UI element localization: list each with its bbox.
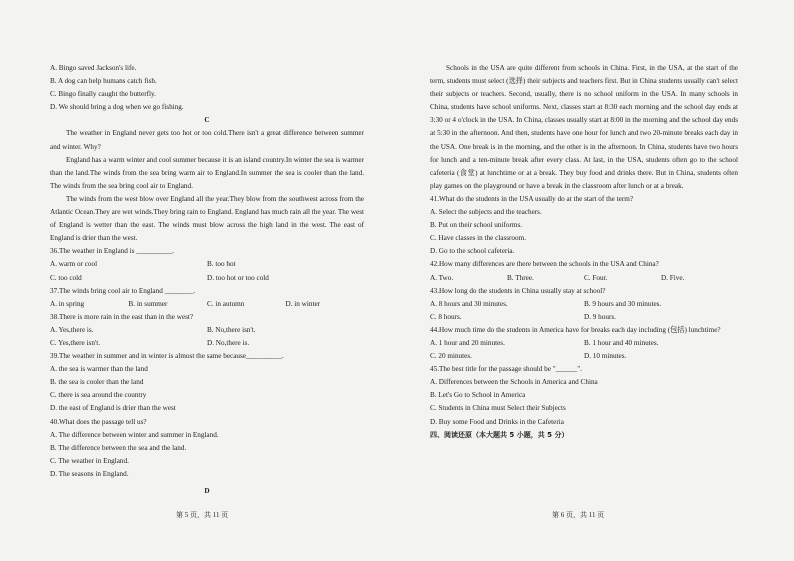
option: A. Select the subjects and the teachers. (430, 208, 542, 217)
option: D. in winter (285, 299, 321, 308)
left-page (50, 62, 364, 498)
question-38: 38.There is more rain in the east than in the west? (50, 312, 194, 321)
question-37-options (50, 298, 364, 311)
section-d-heading: D (204, 487, 210, 495)
option-b: B. A dog can help humans catch fish. (50, 77, 157, 86)
option: B. Three. (507, 273, 534, 282)
option: A. The difference between winter and summer in England. (50, 430, 219, 439)
option: C. in autumn (207, 299, 245, 308)
question-37: 37.The winds bring cool air to England ________. (50, 286, 196, 295)
option: C. Have classes in the classroom. (430, 234, 527, 243)
option: A. 8 hours and 30 minutes. (430, 299, 508, 308)
option: B. Let's Go to School in America (430, 391, 526, 400)
option: C. Four. (584, 273, 608, 282)
option: D. 9 hours. (584, 312, 616, 321)
option: C. 8 hours. (430, 312, 462, 321)
option: B. 1 hour and 40 minutes. (584, 338, 659, 347)
option-c: C. Bingo finally caught the butterfly. (50, 90, 156, 99)
option: D. Buy some Food and Drinks in the Cafeteria (430, 417, 564, 426)
option: A. the sea is warmer than the land (50, 365, 148, 374)
question-43-options (430, 298, 738, 311)
option: B. too hot (207, 260, 236, 269)
option: C. 20 minutes. (430, 352, 472, 361)
question-36: 36.The weather in England is __________. (50, 247, 174, 256)
option: C. there is sea around the country (50, 391, 147, 400)
question-42-options (430, 272, 738, 285)
option: A. Differences between the Schools in America and China (430, 378, 598, 387)
option: B. The difference between the sea and the land. (50, 443, 187, 452)
question-39: 39.The weather in summer and in winter is almost the same because__________. (50, 352, 284, 361)
option-a: A. Bingo saved Jackson's life. (50, 64, 137, 72)
option: A. in spring (50, 299, 85, 308)
question-43: 43.How long do the students in China usually stay at school? (430, 286, 606, 295)
question-38-options-row2 (50, 337, 364, 350)
option: A. 1 hour and 20 minutes. (430, 338, 505, 347)
option: B. Put on their school uniforms. (430, 221, 523, 230)
option: C. Yes,there isn't. (50, 338, 101, 347)
question-41: 41.What do the students in the USA usually do at the start of the term? (430, 194, 634, 203)
question-36-options-row2 (50, 272, 364, 285)
option: D. No,there is. (207, 338, 250, 347)
option: B. No,there isn't. (207, 325, 256, 334)
option: B. 9 hours and 30 minutes. (584, 299, 662, 308)
section-4-heading: 四、阅读还原（本大题共 5 小题，共 5 分） (430, 430, 569, 439)
passage-c-paragraph-1: The weather in England never gets too hot or too cold.There isn't a great difference between summer and winter. Why? (50, 129, 364, 151)
option: B. in summer (128, 299, 168, 308)
option: D. too hot or too cold (207, 273, 269, 282)
option: D. The seasons in England. (50, 469, 129, 478)
right-page (430, 62, 738, 442)
page-number-left: 第 5 页，共 11 页 (176, 511, 229, 519)
question-43-options-row2 (430, 311, 738, 324)
question-44-options-row2 (430, 350, 738, 363)
page-number-right: 第 6 页，共 11 页 (552, 511, 605, 519)
question-44: 44.How much time do the students in America have for breaks each day including (包括) lunchtime? (430, 325, 721, 334)
option: D. Five. (661, 273, 685, 282)
option: C. The weather in England. (50, 456, 129, 465)
option: A. Two. (430, 273, 454, 282)
option: D. the east of England is drier than the west (50, 404, 176, 413)
question-45: 45.The best title for the passage should be "______". (430, 365, 582, 374)
question-38-options (50, 324, 364, 337)
question-42: 42.How many differences are there between the schools in the USA and China? (430, 260, 659, 269)
question-44-options (430, 337, 738, 350)
option: A. warm or cool (50, 260, 98, 269)
option: B. the sea is cooler than the land (50, 378, 144, 387)
option: C. too cold (50, 273, 82, 282)
option: C. Students in China must Select their Subjects (430, 404, 566, 413)
passage-c-paragraph-2: England has a warm winter and cool summer because it is an island country.In winter the sea is warmer than the land.The winds from the sea bring warm air to England.In summer the sea is cooler than the land. The winds from the sea bring cool air to England. (50, 155, 364, 190)
option: D. Go to the school cafeteria. (430, 247, 515, 256)
question-40: 40.What does the passage tell us? (50, 417, 147, 426)
question-36-options (50, 258, 364, 271)
passage-c-paragraph-3: The winds from the west blow over England all the year.They blow from the southwest across from the Atlantic Ocean.They are wet winds.They bring rain to England. England has much rain all the year. The west of England is wetter than the east. The winds must blow across the high land in the west. The east of England is drier than the west. (50, 194, 364, 243)
option: A. Yes,there is. (50, 325, 94, 334)
section-c-heading: C (204, 116, 210, 125)
passage-d-paragraph: Schools in the USA are quite different from schools in China. First, in the USA, at the start of the term, students must select (选择) their subjects and teachers first. But in China students usually can't select their subjects or teachers. Second, usually, there is no school uniform in the USA. In many schools in China, students have school uniforms. Next, classes start at 8:30 each morning and the school day ends at 3:30 or 4 o'clock in the USA. In China, classes usually start at 8:00 in the morning and the school day ends at 5:30 in the afternoon. And then, students have one hour for lunch and two 20-minute breaks each day in the USA. One break is in the morning, and the other is in the afternoon. In China, students have two hours for lunch and a ten-minute break after every class. At last, in the USA, students often go to the school cafeteria (食堂) at lunchtime or at a break. They buy food and drinks there. But in China, students often play games on the playground or have a break in the classroom after lunch or at a break. (430, 64, 738, 190)
option-d: D. We should bring a dog when we go fishing. (50, 103, 184, 112)
option: D. 10 minutes. (584, 352, 627, 361)
